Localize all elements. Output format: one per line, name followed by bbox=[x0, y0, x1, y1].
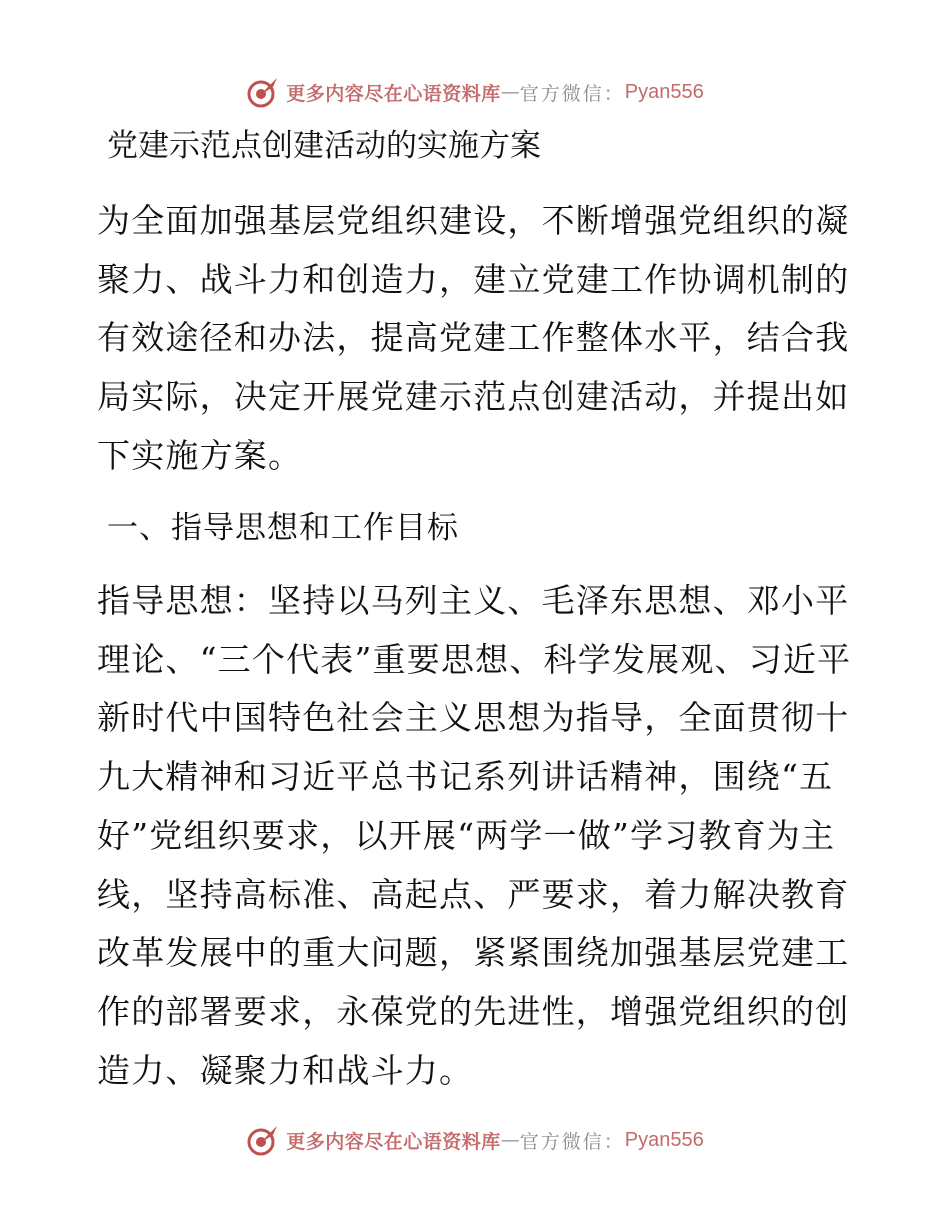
section-heading: 一、指导思想和工作目标 bbox=[107, 510, 459, 546]
watermark-site-text: 更多内容尽在心语资料库 bbox=[286, 82, 501, 105]
intro-paragraph: 为全面加强基层党组织建设，不断增强党组织的凝聚力、战斗力和创造力，建立党建工作协调机制的有效途径和办法，提高党建工作整体水平，结合我局实际，决定开展党建示范点创建活动，并提出如下实施方案。 bbox=[97, 201, 850, 475]
watermark-dash: — bbox=[500, 1129, 520, 1151]
watermark-wechat-label: 官方微信： bbox=[519, 1130, 625, 1153]
quill-logo-icon bbox=[246, 75, 280, 109]
quill-logo-icon bbox=[246, 1123, 280, 1157]
watermark-footer bbox=[0, 1120, 950, 1160]
watermark-wechat-id: Pyan556 bbox=[624, 1128, 704, 1151]
watermark-header bbox=[0, 72, 950, 112]
document-title: 党建示范点创建活动的实施方案 bbox=[107, 128, 541, 164]
watermark-site-text: 更多内容尽在心语资料库 bbox=[286, 1130, 501, 1153]
watermark-wechat-id: Pyan556 bbox=[624, 80, 704, 103]
guiding-ideology-paragraph: 指导思想：坚持以马列主义、毛泽东思想、邓小平理论、“三个代表”重要思想、科学发展观、习近平新时代中国特色社会主义思想为指导，全面贯彻十九大精神和习近平总书记系列讲话精神，围绕“五好”党组织要求，以开展“两学一做”学习教育为主线，坚持高标准、高起点、严要求，着力解决教育改革发展中的重大问题，紧紧围绕加强基层党建工作的部署要求，永葆党的先进性，增强党组织的创造力、凝聚力和战斗力。 bbox=[97, 581, 852, 1090]
watermark-wechat-label: 官方微信： bbox=[519, 82, 625, 105]
watermark-dash: — bbox=[500, 81, 520, 103]
